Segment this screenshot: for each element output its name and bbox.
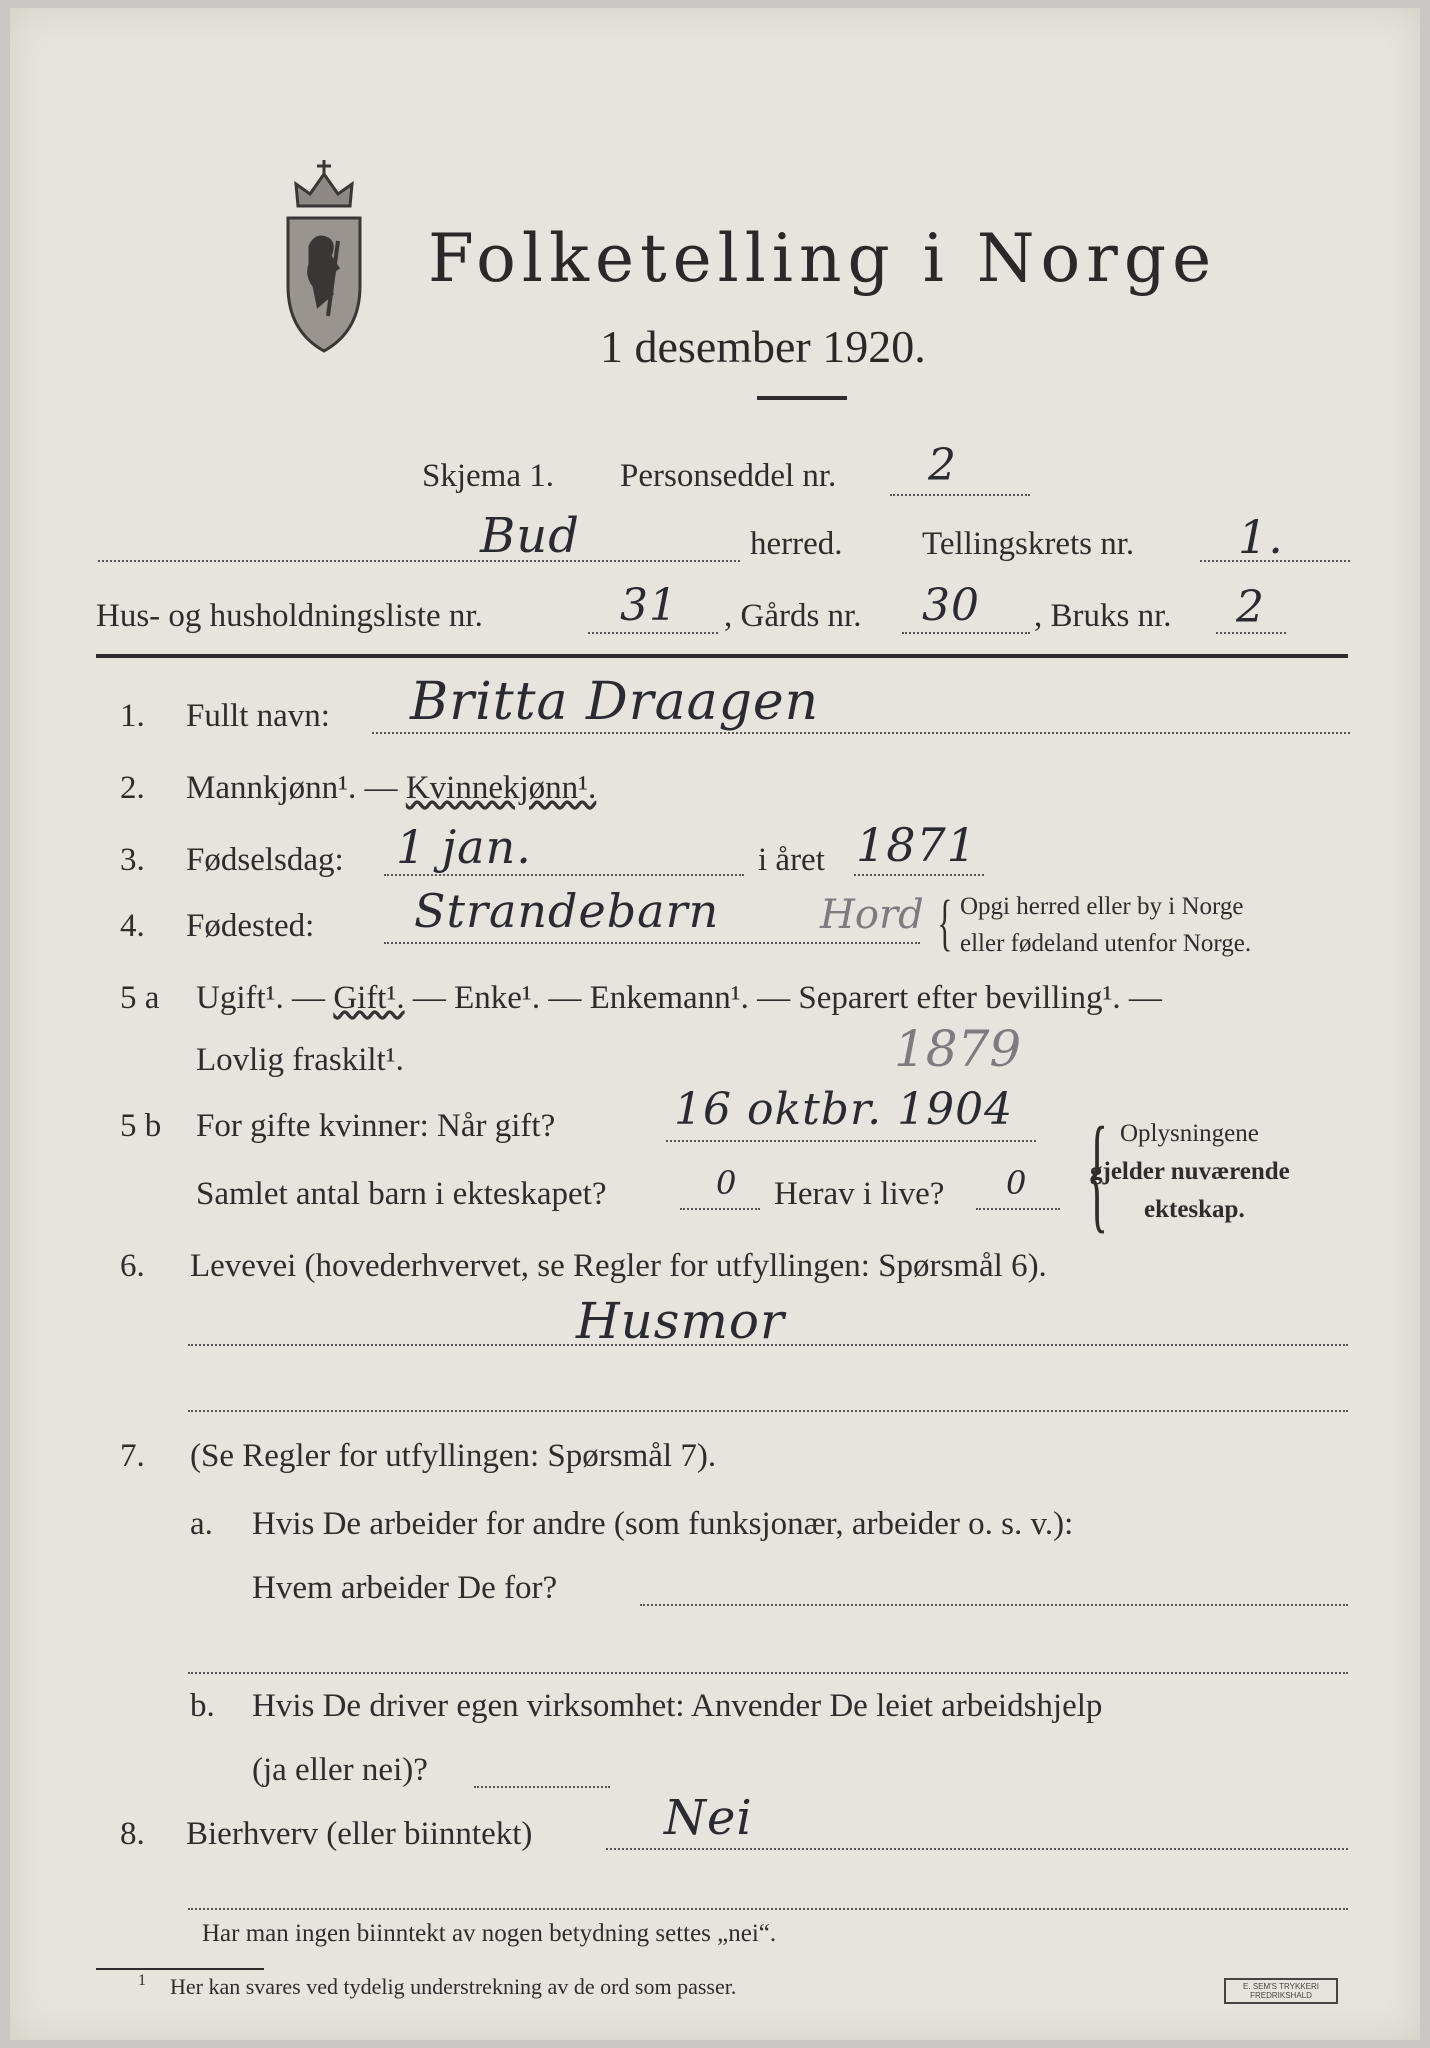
q6-label: Levevei (hovederhvervet, se Regler for utfyllingen: Spørsmål 6).: [190, 1248, 1047, 1284]
q8-extra-line: [188, 1908, 1348, 1910]
q7a-extra-line: [188, 1672, 1348, 1674]
q3-birthdate-line: [384, 874, 744, 876]
personseddel-value[interactable]: 2: [928, 440, 957, 491]
census-date: 1 desember 1920.: [600, 321, 926, 372]
footnote-mark: 1: [138, 1972, 146, 1989]
q8-number: 8.: [120, 1816, 145, 1852]
birthplace-pencil-note: Hord: [820, 892, 924, 938]
married-option[interactable]: Gift¹.: [333, 980, 405, 1016]
q5a-number: 5 a: [120, 980, 160, 1016]
norway-coat-of-arms-icon: [268, 156, 380, 356]
q7a-letter: a.: [190, 1506, 213, 1542]
gender-female-option[interactable]: Kvinnekjønn¹.: [405, 770, 597, 806]
q3-label: Fødselsdag:: [186, 842, 344, 878]
q3-year-label: i året: [758, 842, 825, 878]
herred-line: [98, 560, 740, 562]
birthdate-value[interactable]: 1 jan.: [396, 820, 532, 874]
bruks-label: , Bruks nr.: [1034, 598, 1172, 634]
herred-label: herred.: [750, 526, 843, 562]
q8-label: Bierhverv (eller biinntekt): [186, 1816, 533, 1852]
q7b-line2: (ja eller nei)?: [252, 1752, 428, 1788]
footer-note: Har man ingen biinntekt av nogen betydning settes „nei“.: [202, 1920, 777, 1947]
personseddel-line: [890, 494, 1030, 496]
hus-label: Hus- og husholdningsliste nr.: [96, 598, 483, 634]
q2-number: 2.: [120, 770, 145, 806]
q5b-label: For gifte kvinner: Når gift?: [196, 1108, 556, 1144]
footnote-text: Her kan svares ved tydelig understrekning av de ord som passer.: [170, 1974, 737, 1999]
marital-pencil-note: 1879: [894, 1020, 1022, 1078]
q7-label: (Se Regler for utfyllingen: Spørsmål 7).: [190, 1438, 717, 1474]
gards-label: , Gårds nr.: [724, 598, 862, 634]
q4-note-line1: Opgi herred eller by i Norge: [960, 893, 1244, 920]
q5b-note-line1: Oplysningene: [1120, 1120, 1259, 1147]
occupation-value[interactable]: Husmor: [576, 1292, 785, 1350]
q1-number: 1.: [120, 698, 145, 734]
children-line: [680, 1208, 760, 1210]
hus-line: [588, 632, 718, 634]
birth-year-value[interactable]: 1871: [856, 818, 978, 872]
gards-line: [902, 632, 1030, 634]
full-name-value[interactable]: Britta Draagen: [410, 672, 820, 732]
hus-value[interactable]: 31: [620, 580, 678, 631]
children-label: Samlet antal barn i ekteskapet?: [196, 1176, 607, 1212]
gender-options: [186, 770, 596, 807]
q4-brace: {: [937, 889, 953, 957]
marriage-date-line: [666, 1140, 1036, 1142]
marital-status-options: [196, 980, 1162, 1017]
hired-help-line[interactable]: [474, 1786, 610, 1788]
q1-line: [372, 732, 1350, 734]
unmarried-option[interactable]: Ugift¹. —: [196, 980, 334, 1016]
alive-label: Herav i live?: [774, 1176, 945, 1212]
alive-value[interactable]: 0: [1006, 1164, 1028, 1202]
q5b-number: 5 b: [120, 1108, 162, 1144]
birthplace-value[interactable]: Strandebarn: [414, 884, 720, 938]
gender-male-option[interactable]: Mannkjønn¹. —: [186, 770, 406, 806]
employer-line[interactable]: [640, 1604, 1348, 1606]
q7a-line2: Hvem arbeider De for?: [252, 1570, 558, 1606]
gards-value[interactable]: 30: [922, 580, 980, 631]
divorced-option[interactable]: Lovlig fraskilt¹.: [196, 1042, 404, 1078]
form-title: Folketelling i Norge: [428, 220, 1218, 297]
q6-line1: [188, 1344, 1348, 1346]
q6-line2: [188, 1410, 1348, 1412]
children-value[interactable]: 0: [716, 1164, 738, 1202]
bruks-value[interactable]: 2: [1236, 582, 1265, 633]
q7b-letter: b.: [190, 1688, 215, 1724]
tellingskrets-value[interactable]: 1.: [1238, 510, 1284, 564]
q5b-note-line2: gjelder nuværende: [1090, 1158, 1290, 1185]
footnote-rule: [96, 1968, 264, 1970]
q7a-line1: Hvis De arbeider for andre (som funksjonær, arbeider o. s. v.):: [252, 1506, 1074, 1542]
tellingskrets-label: Tellingskrets nr.: [922, 526, 1135, 562]
herred-value[interactable]: Bud: [480, 508, 580, 564]
q6-number: 6.: [120, 1248, 145, 1284]
q7b-line1: Hvis De driver egen virksomhet: Anvender De leiet arbeidshjelp: [252, 1688, 1103, 1724]
q7-number: 7.: [120, 1438, 145, 1474]
census-form-sheet: [10, 8, 1420, 2040]
side-income-value[interactable]: Nei: [664, 1790, 753, 1846]
other-status-options[interactable]: — Enke¹. — Enkemann¹. — Separert efter bevilling¹. —: [404, 980, 1162, 1016]
title-divider: [757, 396, 847, 400]
q3-number: 3.: [120, 842, 145, 878]
q3-year-line: [854, 874, 984, 876]
alive-line: [976, 1208, 1060, 1210]
printer-stamp: E. SEM'S TRYKKERI FREDRIKSHALD: [1224, 1978, 1338, 2004]
q4-label: Fødested:: [186, 908, 315, 944]
q5b-brace: {: [1086, 1101, 1109, 1245]
q1-label: Fullt navn:: [186, 698, 330, 734]
q5b-note-line3: ekteskap.: [1144, 1196, 1245, 1223]
q4-number: 4.: [120, 908, 145, 944]
header-separator: [96, 654, 1348, 658]
personseddel-label: Personseddel nr.: [620, 458, 837, 494]
schema-label: Skjema 1.: [422, 458, 554, 494]
q8-line: [606, 1848, 1348, 1850]
q4-note-line2: eller fødeland utenfor Norge.: [960, 930, 1252, 957]
marriage-date-value[interactable]: 16 oktbr. 1904: [674, 1084, 1014, 1135]
q4-line: [384, 942, 920, 944]
